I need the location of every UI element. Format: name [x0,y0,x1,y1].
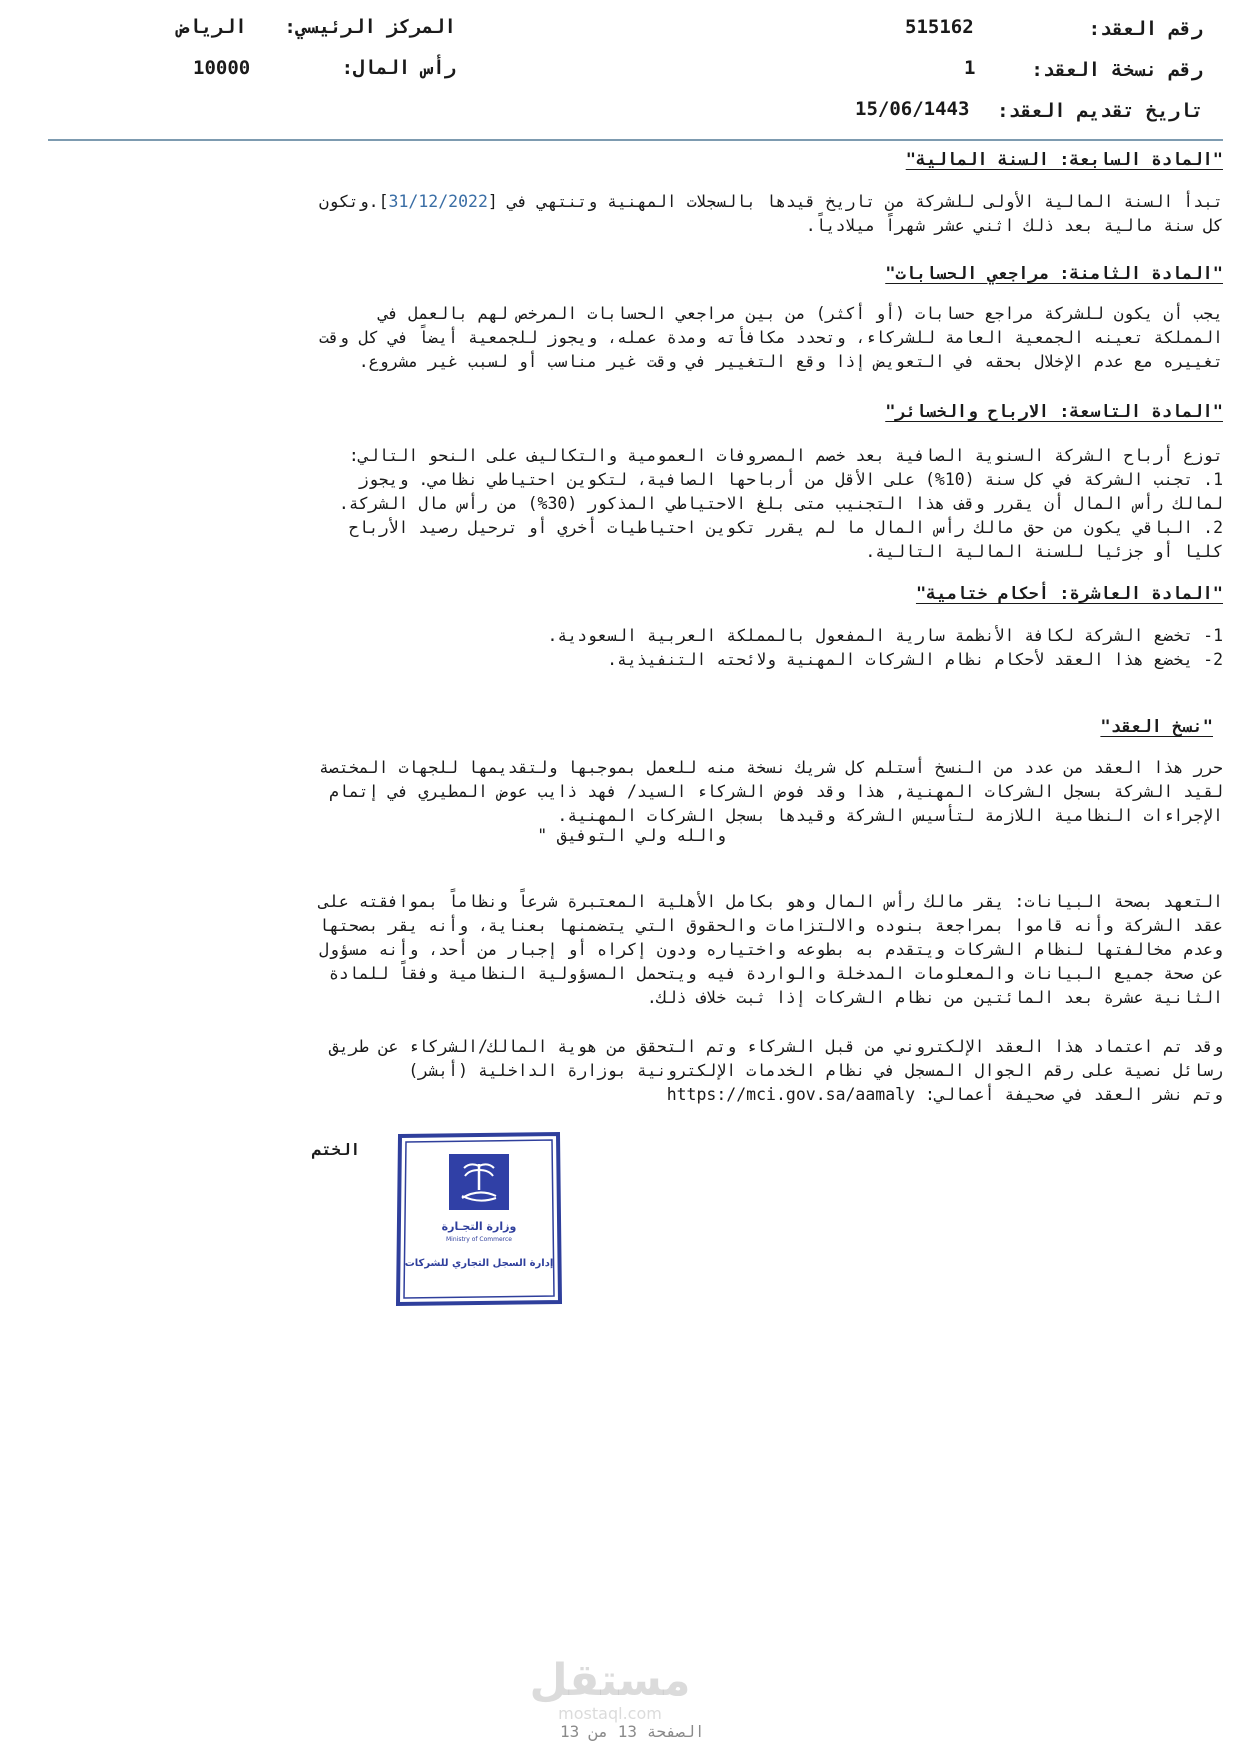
contract-number-value: 515162 [905,16,974,38]
head-office-value: الرياض [178,16,247,38]
stamp-label: الختم [312,1140,361,1159]
submission-date-value: 15/06/1443 [855,98,970,120]
watermark-logo [529,1645,691,1725]
ministry-stamp [394,1130,564,1308]
article-8-heading: "المادة الثامنة: مراجعي الحسابات" [885,264,1223,284]
header-divider [48,139,1223,141]
article-9-heading: "المادة التاسعة: الارباح والخسائر" [885,402,1223,422]
contract-number-label: رقم العقد: [1088,18,1203,40]
copies-closing: والله ولي التوفيق " [537,826,726,845]
watermark-ar: مستقل [529,1655,691,1706]
copies-heading: "نسخ العقد" [1100,717,1213,737]
article-7-body: تبدأ السنة المالية الأولى للشركة من تاريخ قيدها بالسجلات المهنية وتنتهي في [31/12/2022].وتكون كل سنة مالية بعد ذلك اثني عشر شهراً ميلادياً. [319,192,1223,235]
copies-body: حرر هذا العقد من عدد من النسخ أستلم كل شريك نسخة منه للعمل بموجبها ولتقديمها للجهات المختصة لقيد الشركة بسجل الشركات المهنية, هذا وقد فوض الشركاء السيد/ فهد ذايب عوض المطيري في إتمام الإجراءات النظامية اللازمة لتأسيس الشركة وقيدها بسجل الشركات المهنية. [319,758,1223,825]
article-9-body: توزع أرباح الشركة السنوية الصافية بعد خصم المصروفات العمومية والتكاليف على النحو التالي: 1. تجنب الشركة في كل سنة (10%) على الأقل من أرباحها الصافية، لتكوين احتياطي نظامي. ويجوز لمالك رأس المال أن يقرر وقف هذا التجنيب متى بلغ الاحتياطي المذكور (30%) من رأس مال الشركة. 2. الباقي يكون من حق مالك رأس المال ما لم يقرر تكوين احتياطيات أخري أو ترحيل رصيد الأرباح كليا أو جزئيا للسنة المالية التالية. [338,446,1223,561]
declaration-body: التعهد بصحة البيانات: يقر مالك رأس المال وهو بكامل الأهلية المعتبرة شرعاً ونظاماً بموافقته على عقد الشركة وأنه قاموا بمراجعة بنوده والالتزامات والحقوق التي يتضمنها بعناية، وأنه يقر بصحتها وعدم مخالفتها لنظام الشركات ويتقدم به بطوعه واختياره ودون إكراه أو إجبار من أحد، وأنه مسؤول عن صحة جميع البيانات والمعلومات المدخلة والواردة فيه ويتحمل المسؤولية النظامية وفقاً للمادة الثانية عشرة بعد المائتين من نظام الشركات إذا ثبت خلاف ذلك. [319,892,1223,1007]
stamp-ministry-en: Ministry of Commerce [446,1236,512,1243]
head-office-label: المركز الرئيسي: [284,16,456,38]
page-number: الصفحة 13 من 13 [560,1722,705,1741]
article-10-body: 1- تخضع الشركة لكافة الأنظمة سارية المفعول بالمملكة العربية السعودية. 2- يخضع هذا العقد لأحكام نظام الشركات المهنية ولائحته التنفيذية. [547,626,1223,669]
article-7-heading: "المادة السابعة: السنة المالية" [905,150,1223,170]
approval-body: وقد تم اعتماد هذا العقد الإلكتروني من قبل الشركاء وتم التحقق من هوية المالك/الشركاء عن طريق رسائل نصية على رقم الجوال المسجل في نظام الخدمات الإلكترونية بوزارة الداخلية (أبشر) وتم نشر العقد في صحيفة أعمالي: https://mci.gov.sa/aamaly [328,1037,1223,1104]
submission-date-label: تاريخ تقديم العقد: [997,100,1203,122]
article-8-body: يجب أن يكون للشركة مراجع حسابات (أو أكثر) من بين مراجعي الحسابات المرخص لهم بالعمل في المملكة تعينه الجمعية العامة للشركاء، وتحدد مكافأته ومدة عمله، ويجوز للجمعية أيضاً في كل وقت تغييره مع عدم الإخلال بحقه في التعويض إذا وقع التغيير في وقت غير مناسب أو لسبب غير مشروع. [319,304,1223,371]
stamp-ministry-ar: وزارة التجـارة [441,1220,517,1233]
watermark-en: mostaql.com [558,1704,662,1723]
contract-copy-value: 1 [964,57,976,79]
capital-label: رأس المال: [341,57,456,79]
capital-value: 10000 [193,57,251,79]
fiscal-year-end-date: 31/12/2022 [388,192,488,211]
contract-copy-label: رقم نسخة العقد: [1031,59,1203,81]
stamp-department: إدارة السجل التجاري للشركات [404,1258,554,1269]
article-10-heading: "المادة العاشرة: أحكام ختامية" [915,584,1223,604]
